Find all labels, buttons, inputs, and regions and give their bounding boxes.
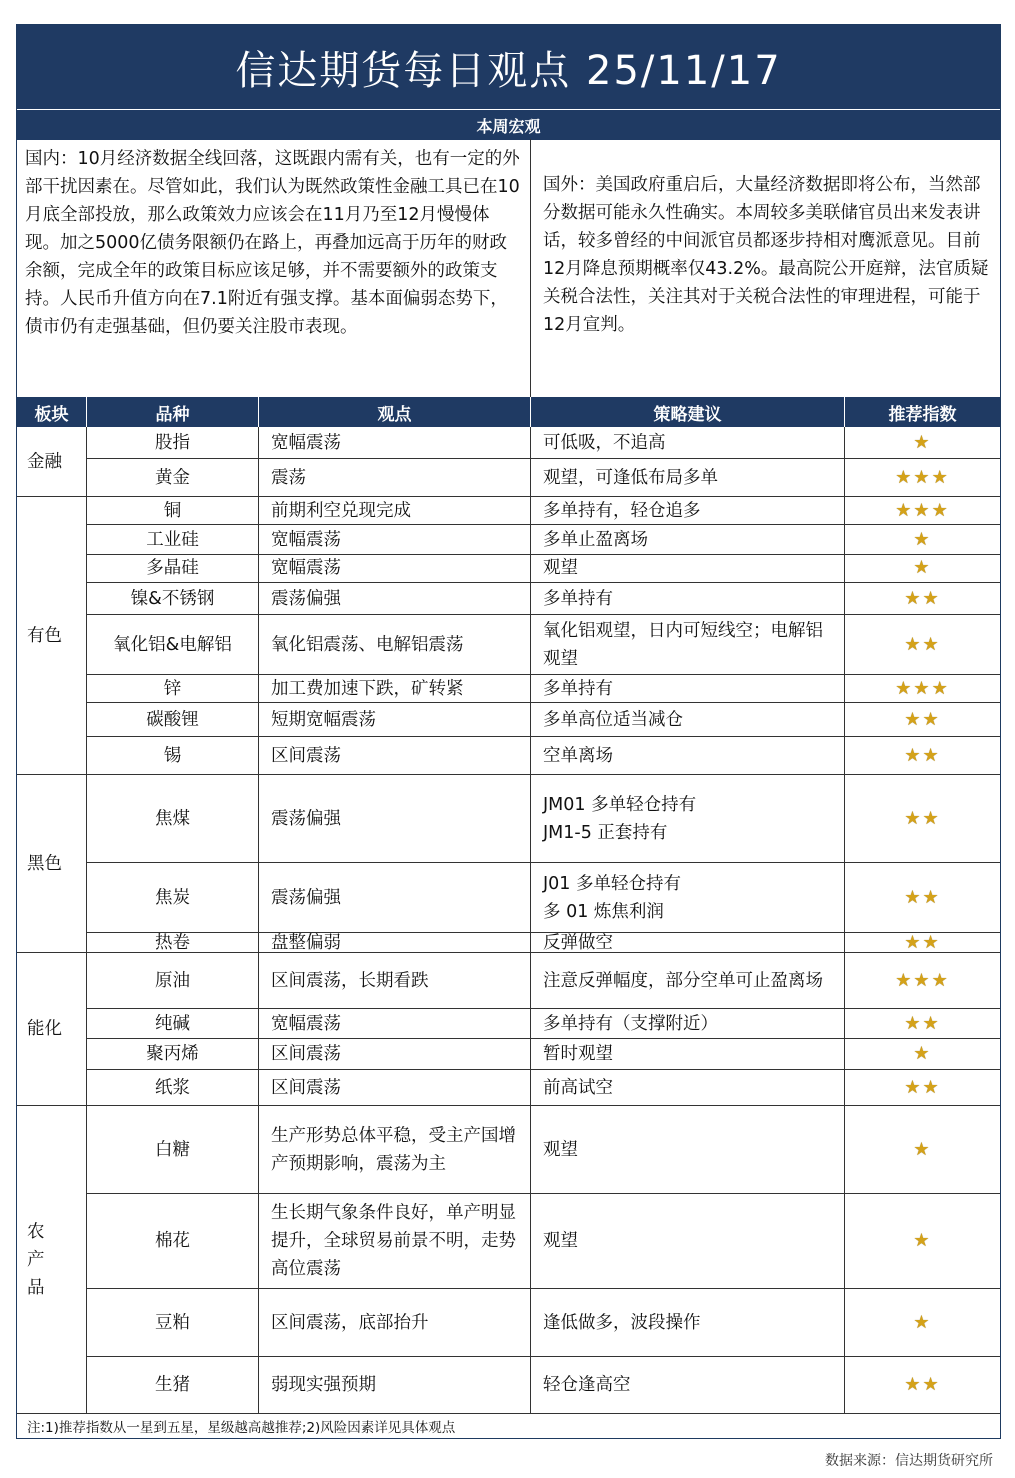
star-icon: ★ bbox=[922, 708, 941, 730]
variety-text: 股指 bbox=[155, 432, 190, 453]
strategy-cell bbox=[531, 675, 845, 703]
strategy-cell bbox=[531, 553, 845, 583]
view-cell bbox=[259, 583, 531, 615]
variety-cell bbox=[87, 615, 259, 675]
star-icon: ★ bbox=[904, 931, 923, 953]
macro-section-label: 本周宏观 bbox=[17, 109, 1000, 140]
rating-cell bbox=[845, 703, 1000, 737]
strategy-text: 观望 bbox=[543, 1231, 578, 1251]
header-variety: 品种 bbox=[87, 397, 259, 427]
report-title: 信达期货每日观点 25/11/17 bbox=[17, 25, 1000, 109]
rating-cell bbox=[845, 583, 1000, 615]
strategy-text: 观望 bbox=[543, 1139, 578, 1160]
star-icon: ★ bbox=[913, 1230, 932, 1251]
star-icon: ★ bbox=[922, 744, 941, 766]
view-cell bbox=[259, 615, 531, 675]
star-icon: ★ bbox=[922, 1374, 941, 1395]
strategy-text: 逢低做多，波段操作 bbox=[543, 1312, 701, 1333]
variety-cell bbox=[87, 1106, 259, 1194]
strategy-text: 可低吸，不追高 bbox=[543, 432, 666, 453]
variety-text: 聚丙烯 bbox=[146, 1044, 199, 1064]
data-source: 数据来源：信达期货研究所 bbox=[825, 1453, 993, 1469]
variety-cell bbox=[87, 933, 259, 953]
star-icon: ★ bbox=[904, 886, 923, 908]
view-cell bbox=[259, 525, 531, 555]
view-text: 震荡 bbox=[271, 467, 306, 488]
variety-cell bbox=[87, 525, 259, 555]
variety-cell bbox=[87, 1039, 259, 1070]
variety-cell bbox=[87, 1070, 259, 1106]
strategy-text: 反弹做空 bbox=[543, 932, 613, 953]
strategy-text: 观望，可逢低布局多单 bbox=[543, 467, 718, 488]
star-icon: ★ bbox=[913, 431, 932, 453]
variety-cell bbox=[87, 427, 259, 459]
strategy-text: 前高试空 bbox=[543, 1077, 613, 1098]
rating-cell bbox=[845, 1194, 1000, 1289]
variety-cell bbox=[87, 775, 259, 863]
strategy-cell bbox=[531, 703, 845, 737]
rating-cell bbox=[845, 497, 1000, 525]
strategy-text: 多单持有（支撑附近） bbox=[543, 1013, 718, 1034]
variety-text: 焦煤 bbox=[155, 808, 190, 829]
header-sector: 板块 bbox=[17, 397, 87, 427]
variety-cell bbox=[87, 459, 259, 497]
star-icon: ★ bbox=[904, 587, 923, 609]
view-text: 加工费加速下跌，矿转紧 bbox=[271, 678, 464, 699]
view-text: 区间震荡，底部抬升 bbox=[271, 1312, 429, 1333]
view-cell bbox=[259, 1357, 531, 1414]
view-text: 生长期气象条件良好，单产明显提升，全球贸易前景不明，走势高位震荡 bbox=[271, 1203, 516, 1279]
view-cell bbox=[259, 1070, 531, 1106]
strategy-cell bbox=[531, 933, 845, 953]
view-cell bbox=[259, 427, 531, 459]
strategy-cell bbox=[531, 615, 845, 675]
strategy-text: 氧化铝观望，日内可短线空；电解铝观望 bbox=[543, 620, 823, 669]
variety-text: 纯碱 bbox=[155, 1013, 190, 1034]
variety-cell bbox=[87, 675, 259, 703]
strategy-cell bbox=[531, 1357, 845, 1414]
star-icon: ★ bbox=[913, 1043, 932, 1064]
view-text: 宽幅震荡 bbox=[271, 432, 341, 453]
rating-cell bbox=[845, 933, 1000, 953]
star-icon: ★ bbox=[904, 708, 923, 730]
macro-foreign-text: 国外：美国政府重启后，大量经济数据即将公布，当然部分数据可能永久性确实。本周较多美联储官员出来发表讲话，较多曾经的中间派官员都逐步持相对鹰派意见。目前12月降息预期概率仅43.2%。最高院公开庭辩，法官质疑关税合法性，关注其对于关税合法性的审理进程，可能于12月宣判。 bbox=[543, 175, 989, 335]
strategy-text: 多单持有，轻仓追多 bbox=[543, 500, 701, 521]
view-text: 生产形势总体平稳，受主产国增产预期影响，震荡为主 bbox=[271, 1125, 516, 1174]
variety-cell bbox=[87, 497, 259, 525]
star-icon: ★ bbox=[922, 886, 941, 908]
strategy-cell bbox=[531, 775, 845, 863]
footnote: 注:1)推荐指数从一星到五星，星级越高越推荐;2)风险因素详见具体观点 bbox=[27, 1420, 456, 1436]
rating-cell bbox=[845, 1106, 1000, 1194]
rating-cell bbox=[845, 863, 1000, 933]
strategy-cell bbox=[531, 1106, 845, 1194]
variety-text: 豆粕 bbox=[155, 1312, 190, 1333]
strategy-cell bbox=[531, 1194, 845, 1289]
rating-cell bbox=[845, 1009, 1000, 1039]
view-cell bbox=[259, 775, 531, 863]
view-text: 震荡偏强 bbox=[271, 588, 341, 609]
rating-cell bbox=[845, 459, 1000, 497]
view-text: 盘整偏弱 bbox=[271, 932, 341, 953]
variety-text: 氧化铝&电解铝 bbox=[113, 634, 232, 655]
view-text: 区间震荡 bbox=[271, 1044, 341, 1064]
star-icon: ★ bbox=[904, 1076, 923, 1098]
star-icon: ★ bbox=[913, 499, 932, 521]
variety-text: 白糖 bbox=[155, 1139, 190, 1160]
star-icon: ★ bbox=[913, 677, 932, 699]
view-cell bbox=[259, 1194, 531, 1289]
header-rating: 推荐指数 bbox=[845, 397, 1000, 427]
view-text: 前期利空兑现完成 bbox=[271, 500, 411, 521]
strategy-cell bbox=[531, 1039, 845, 1070]
strategy-cell bbox=[531, 525, 845, 555]
star-icon: ★ bbox=[913, 1311, 932, 1333]
strategy-text: J01 多单轻仓持有 多 01 炼焦利润 bbox=[543, 873, 681, 922]
strategy-text: 多单止盈离场 bbox=[543, 529, 648, 550]
view-text: 短期宽幅震荡 bbox=[271, 709, 376, 730]
rating-cell bbox=[845, 675, 1000, 703]
rating-cell bbox=[845, 953, 1000, 1009]
variety-text: 锌 bbox=[163, 678, 182, 699]
star-icon: ★ bbox=[931, 677, 950, 699]
strategy-text: 多单高位适当减仓 bbox=[543, 709, 683, 730]
variety-text: 锡 bbox=[163, 745, 182, 766]
variety-cell bbox=[87, 1357, 259, 1414]
variety-cell bbox=[87, 553, 259, 583]
view-cell bbox=[259, 1106, 531, 1194]
variety-text: 原油 bbox=[155, 970, 190, 991]
strategy-cell bbox=[531, 427, 845, 459]
view-cell bbox=[259, 863, 531, 933]
view-cell bbox=[259, 1289, 531, 1357]
rating-cell bbox=[845, 737, 1000, 775]
view-text: 区间震荡，长期看跌 bbox=[271, 970, 429, 991]
view-cell bbox=[259, 703, 531, 737]
variety-cell bbox=[87, 1289, 259, 1357]
strategy-cell bbox=[531, 459, 845, 497]
view-cell bbox=[259, 675, 531, 703]
strategy-cell bbox=[531, 863, 845, 933]
view-text: 氧化铝震荡、电解铝震荡 bbox=[271, 634, 464, 655]
rating-cell bbox=[845, 1357, 1000, 1414]
variety-text: 焦炭 bbox=[155, 887, 190, 908]
strategy-text: 暂时观望 bbox=[543, 1044, 613, 1064]
sector-agri: 农产品 bbox=[17, 1106, 87, 1414]
rating-cell bbox=[845, 775, 1000, 863]
macro-domestic-text: 国内：10月经济数据全线回落，这既跟内需有关，也有一定的外部干扰因素在。尽管如此，我们认为既然政策性金融工具已在10月底全部投放，那么政策效力应该会在11月乃至12月慢慢体现。加之5000亿债务限额仍在路上，再叠加远高于历年的财政余额，完成全年的政策目标应该足够，并不需要额外的政策支持。人民币升值方向在7.1附近有强支撑。基本面偏弱态势下，债市仍有走强基础，但仍要关注股市表现。 bbox=[17, 139, 531, 397]
variety-text: 铜 bbox=[163, 500, 182, 521]
strategy-text: 观望 bbox=[543, 557, 578, 578]
star-icon: ★ bbox=[913, 1138, 932, 1160]
view-text: 震荡偏强 bbox=[271, 808, 341, 829]
strategy-text: 空单离场 bbox=[543, 745, 613, 766]
view-cell bbox=[259, 497, 531, 525]
star-icon: ★ bbox=[895, 499, 914, 521]
star-icon: ★ bbox=[931, 466, 950, 488]
star-icon: ★ bbox=[922, 587, 941, 609]
star-icon: ★ bbox=[904, 1374, 923, 1395]
rating-cell bbox=[845, 1289, 1000, 1357]
star-icon: ★ bbox=[922, 807, 941, 829]
view-cell bbox=[259, 553, 531, 583]
header-strategy: 策略建议 bbox=[531, 397, 845, 427]
rating-cell bbox=[845, 427, 1000, 459]
report-sheet bbox=[16, 24, 1001, 1439]
rating-cell bbox=[845, 615, 1000, 675]
strategy-text: 注意反弹幅度，部分空单可止盈离场 bbox=[543, 970, 823, 991]
star-icon: ★ bbox=[913, 969, 932, 991]
star-icon: ★ bbox=[922, 931, 941, 953]
star-icon: ★ bbox=[931, 499, 950, 521]
rating-cell bbox=[845, 525, 1000, 555]
sector-energy-chem: 能化 bbox=[17, 953, 87, 1106]
variety-text: 黄金 bbox=[155, 467, 190, 488]
header-view: 观点 bbox=[259, 397, 531, 427]
star-icon: ★ bbox=[904, 1012, 923, 1034]
star-icon: ★ bbox=[922, 1012, 941, 1034]
strategy-cell bbox=[531, 1070, 845, 1106]
view-cell bbox=[259, 737, 531, 775]
view-text: 区间震荡 bbox=[271, 745, 341, 766]
strategy-cell bbox=[531, 953, 845, 1009]
strategy-cell bbox=[531, 737, 845, 775]
view-text: 弱现实强预期 bbox=[271, 1375, 376, 1395]
strategy-cell bbox=[531, 497, 845, 525]
star-icon: ★ bbox=[913, 528, 932, 550]
star-icon: ★ bbox=[904, 807, 923, 829]
variety-text: 纸浆 bbox=[155, 1077, 190, 1098]
view-text: 区间震荡 bbox=[271, 1077, 341, 1098]
variety-text: 生猪 bbox=[155, 1375, 190, 1395]
star-icon: ★ bbox=[895, 466, 914, 488]
strategy-text: 多单持有 bbox=[543, 678, 613, 699]
variety-text: 镍&不锈钢 bbox=[130, 588, 215, 609]
sector-finance: 金融 bbox=[17, 427, 87, 497]
variety-cell bbox=[87, 953, 259, 1009]
rating-cell bbox=[845, 553, 1000, 583]
star-icon: ★ bbox=[895, 677, 914, 699]
view-cell bbox=[259, 933, 531, 953]
view-cell bbox=[259, 459, 531, 497]
strategy-text: JM01 多单轻仓持有 JM1-5 正套持有 bbox=[543, 794, 697, 843]
star-icon: ★ bbox=[913, 466, 932, 488]
view-cell bbox=[259, 953, 531, 1009]
rating-cell bbox=[845, 1070, 1000, 1106]
view-cell bbox=[259, 1009, 531, 1039]
star-icon: ★ bbox=[913, 556, 932, 578]
strategy-cell bbox=[531, 1289, 845, 1357]
variety-text: 棉花 bbox=[155, 1231, 190, 1251]
strategy-cell bbox=[531, 583, 845, 615]
variety-cell bbox=[87, 737, 259, 775]
variety-text: 工业硅 bbox=[146, 529, 199, 550]
view-cell bbox=[259, 1039, 531, 1070]
star-icon: ★ bbox=[904, 744, 923, 766]
view-text: 宽幅震荡 bbox=[271, 529, 341, 550]
star-icon: ★ bbox=[895, 969, 914, 991]
view-text: 宽幅震荡 bbox=[271, 1013, 341, 1034]
variety-cell bbox=[87, 703, 259, 737]
strategy-text: 轻仓逢高空 bbox=[543, 1375, 631, 1395]
sector-nonferrous: 有色 bbox=[17, 497, 87, 775]
sector-ferrous: 黑色 bbox=[17, 775, 87, 953]
rating-cell bbox=[845, 1039, 1000, 1070]
star-icon: ★ bbox=[904, 633, 923, 655]
view-text: 震荡偏强 bbox=[271, 887, 341, 908]
variety-cell bbox=[87, 1009, 259, 1039]
variety-text: 热卷 bbox=[155, 932, 190, 953]
variety-cell bbox=[87, 1194, 259, 1289]
strategy-text: 多单持有 bbox=[543, 588, 613, 609]
variety-cell bbox=[87, 583, 259, 615]
variety-text: 多晶硅 bbox=[146, 557, 199, 578]
variety-text: 碳酸锂 bbox=[146, 709, 199, 730]
strategy-cell bbox=[531, 1009, 845, 1039]
variety-cell bbox=[87, 863, 259, 933]
star-icon: ★ bbox=[922, 633, 941, 655]
view-text: 宽幅震荡 bbox=[271, 557, 341, 578]
star-icon: ★ bbox=[931, 969, 950, 991]
star-icon: ★ bbox=[922, 1076, 941, 1098]
